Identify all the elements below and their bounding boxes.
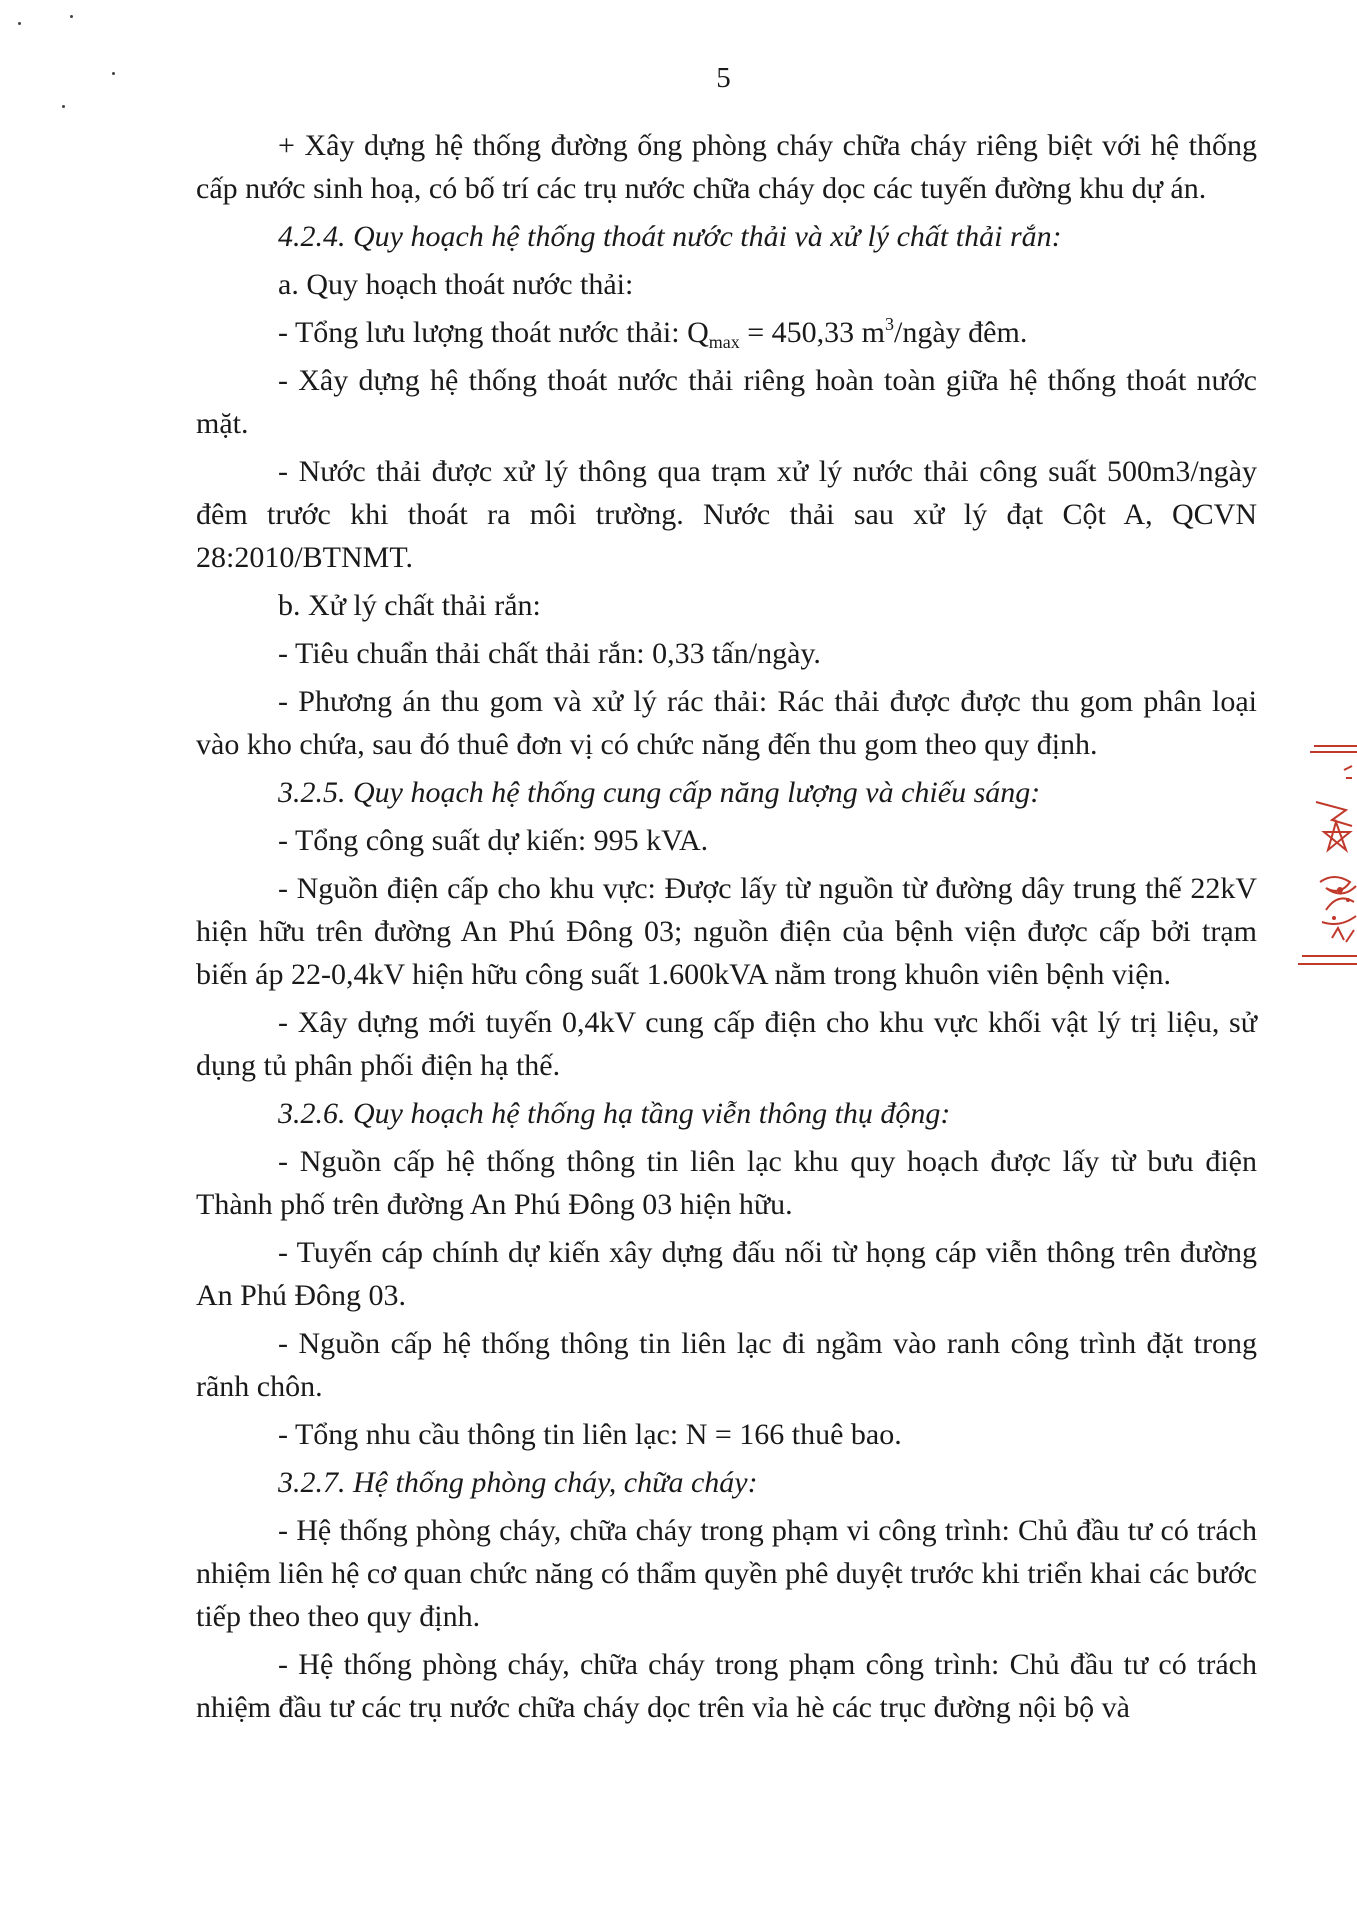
paragraph-treatment: - Nước thải được xử lý thông qua trạm xử lý nước thải công suất 500m3/ngày đêm trước khi thoát ra môi trường. Nước thải sau xử lý đạt Cột A, QCVN 28:2010/BTNMT. xyxy=(196,455,1257,574)
section-heading-4-2-4: 4.2.4. Quy hoạch hệ thống thoát nước thải và xử lý chất thải rắn: xyxy=(278,220,1062,253)
paragraph-power-source: - Nguồn điện cấp cho khu vực: Được lấy từ nguồn từ đường dây trung thế 22kV hiện hữu trên đường An Phú Đông 03; nguồn điện của bệnh viện được cấp bởi trạm biến áp 22-0,4kV hiện hữu công suất 1.600kVA nằm trong khuôn viên bệnh viện. xyxy=(196,872,1257,991)
section-heading-3-2-7: 3.2.7. Hệ thống phòng cháy, chữa cháy: xyxy=(278,1466,758,1499)
flow-subscript: max xyxy=(708,332,740,352)
paragraph-new-line: - Xây dựng mới tuyến 0,4kV cung cấp điện cho khu vực khối vật lý trị liệu, sử dụng tủ phân phối điện hạ thế. xyxy=(196,1006,1257,1082)
flow-text-middle: = 450,33 m xyxy=(739,316,886,349)
flow-text-before: - Tổng lưu lượng thoát nước thải: Q xyxy=(278,316,709,349)
page-number: 5 xyxy=(716,62,731,94)
document-body xyxy=(196,124,1257,1734)
section-heading-3-2-5: 3.2.5. Quy hoạch hệ thống cung cấp năng lượng và chiếu sáng: xyxy=(278,776,1041,809)
paragraph-waste-collection: - Phương án thu gom và xử lý rác thải: Rác thải được được thu gom phân loại vào kho chứa, sau đó thuê đơn vị có chức năng đến thu gom theo quy định. xyxy=(196,685,1257,761)
paragraph-separate-system: - Xây dựng hệ thống thoát nước thải riêng hoàn toàn giữa hệ thống thoát nước mặt. xyxy=(196,364,1257,440)
paragraph-fire-hydrants: - Hệ thống phòng cháy, chữa cháy trong phạm công trình: Chủ đầu tư có trách nhiệm đầu tư các trụ nước chữa cháy dọc trên vỉa hè các trục đường nội bộ và xyxy=(196,1648,1257,1724)
flow-superscript: 3 xyxy=(885,314,895,334)
flow-text-after: /ngày đêm. xyxy=(894,316,1028,349)
paragraph-total-capacity: - Tổng công suất dự kiến: 995 kVA. xyxy=(278,824,709,857)
section-heading-3-2-6: 3.2.6. Quy hoạch hệ thống hạ tầng viễn thông thụ động: xyxy=(278,1097,951,1130)
subheading-wastewater: a. Quy hoạch thoát nước thải: xyxy=(278,268,634,301)
subheading-solid-waste: b. Xử lý chất thải rắn: xyxy=(278,589,541,622)
paragraph-underground: - Nguồn cấp hệ thống thông tin liên lạc đi ngầm vào ranh công trình đặt trong rãnh chôn. xyxy=(196,1327,1257,1403)
paragraph-wastewater-flow xyxy=(196,311,1257,354)
paragraph-main-cable: - Tuyến cáp chính dự kiến xây dựng đấu nối từ họng cáp viễn thông trên đường An Phú Đông 03. xyxy=(196,1236,1257,1312)
paragraph-fire-within: - Hệ thống phòng cháy, chữa cháy trong phạm vi công trình: Chủ đầu tư có trách nhiệm liên hệ cơ quan chức năng có thẩm quyền phê duyệt trước khi triển khai các bước tiếp theo theo quy định. xyxy=(196,1514,1257,1633)
paragraph-telecom-source: - Nguồn cấp hệ thống thông tin liên lạc khu quy hoạch được lấy từ bưu điện Thành phố trên đường An Phú Đông 03 hiện hữu. xyxy=(196,1145,1257,1221)
paragraph-subscribers: - Tổng nhu cầu thông tin liên lạc: N = 166 thuê bao. xyxy=(278,1418,902,1451)
paragraph-waste-standard: - Tiêu chuẩn thải chất thải rắn: 0,33 tấn/ngày. xyxy=(278,637,821,670)
red-seal-stamp-edge xyxy=(1296,742,1357,982)
seal-graphic xyxy=(1296,742,1357,982)
paragraph-pccc-intro: + Xây dựng hệ thống đường ống phòng cháy chữa cháy riêng biệt với hệ thống cấp nước sinh hoạ, có bố trí các trụ nước chữa cháy dọc các tuyến đường khu dự án. xyxy=(196,129,1257,205)
